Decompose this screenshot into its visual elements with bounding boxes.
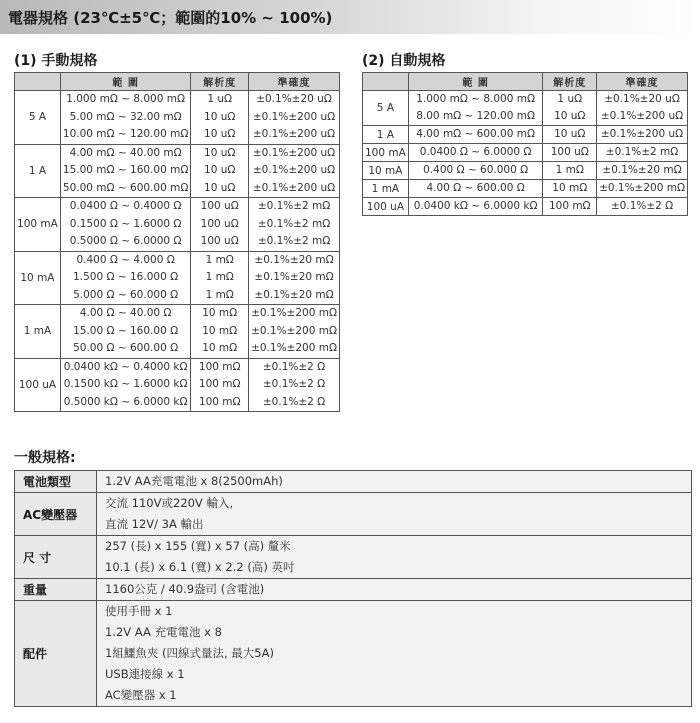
accuracy-cell [597, 144, 688, 162]
resolution-value: 100 uΩ [200, 200, 239, 212]
column-header: 準確度 [597, 73, 688, 91]
current-label: 10 mA [363, 162, 409, 180]
current-label: 1 A [363, 126, 409, 144]
ranges-value: 15.00 mΩ ~ 160.00 mΩ [62, 164, 189, 176]
resolution-value: 10 mΩ [202, 324, 238, 337]
resolution-value: 10 mΩ [202, 342, 238, 354]
current-label: 1 mA [363, 180, 409, 198]
accuracy-cell [597, 91, 688, 126]
current-label: 5 A [15, 91, 61, 145]
column-header: 解析度 [191, 73, 249, 91]
manual-spec-title: (1) 手動規格 [14, 53, 98, 69]
resolution-value: 100 mΩ [548, 200, 591, 212]
accuracy-value: ±0.1%±200 uΩ [252, 164, 336, 176]
ranges-cell [60, 358, 190, 412]
table-row [363, 91, 688, 126]
ranges-value: 8.00 mΩ ~ 120.00 mΩ [416, 110, 536, 122]
ranges-value: 0.5000 Ω ~ 6.0000 Ω [69, 235, 182, 247]
resolution-value: 100 mΩ [198, 360, 241, 373]
ranges-value: 10.00 mΩ ~ 120.00 mΩ [62, 128, 189, 140]
accuracy-value: ±0.1%±20 mΩ [602, 164, 682, 176]
general-label: 配件 [15, 601, 97, 707]
accuracy-value: ±0.1%±2 Ω [262, 360, 326, 373]
current-label: 100 uA [15, 358, 61, 412]
general-label: AC變壓器 [15, 493, 97, 536]
resolution-cell [191, 91, 249, 145]
ranges-value: 50.00 Ω ~ 600.00 Ω [73, 342, 179, 354]
accuracy-value: ±0.1%±2 Ω [262, 395, 326, 408]
current-label: 100 mA [363, 144, 409, 162]
resolution-value: 10 uΩ [204, 128, 236, 140]
ranges-cell [60, 305, 190, 359]
auto-spec-title: (2) 自動規格 [362, 53, 446, 69]
resolution-cell [543, 180, 597, 198]
resolution-value: 100 mΩ [198, 395, 241, 408]
general-label: 電池類型 [15, 471, 97, 493]
accuracy-cell [597, 126, 688, 144]
current-label: 5 A [363, 91, 409, 126]
resolution-value: 100 uΩ [550, 146, 589, 158]
resolution-cell [543, 162, 597, 180]
current-label: 1 A [15, 144, 61, 198]
general-line: 257 (長) x 155 (寬) x 57 (高) 釐米 [105, 539, 291, 553]
general-row [15, 536, 692, 579]
table-row [363, 198, 688, 216]
general-label: 尺 寸 [15, 536, 97, 579]
header-row [15, 73, 340, 91]
current-label: 10 mA [15, 251, 61, 305]
accuracy-value: ±0.1%±200 mΩ [251, 324, 337, 337]
page-title: 電器規格 (23℃±5℃；範圍的10% ~ 100%) [8, 9, 333, 27]
ranges-cell [60, 144, 190, 198]
ranges-value: 0.400 Ω ~ 60.000 Ω [423, 164, 529, 176]
general-line: 1.2V AA充電電池 x 8(2500mAh) [105, 474, 283, 488]
header-bar [0, 0, 700, 34]
ranges-value: 0.1500 Ω ~ 1.6000 Ω [69, 217, 182, 230]
accuracy-cell [249, 251, 340, 305]
resolution-value: 10 uΩ [204, 110, 236, 123]
accuracy-cell [249, 144, 340, 198]
accuracy-cell [597, 198, 688, 216]
header-row [363, 73, 688, 91]
resolution-value: 1 mΩ [555, 164, 584, 176]
accuracy-value: ±0.1%±200 mΩ [599, 182, 685, 194]
accuracy-value: ±0.1%±2 mΩ [257, 200, 331, 212]
resolution-cell [191, 198, 249, 252]
table-row [15, 91, 340, 145]
resolution-value: 1 uΩ [557, 93, 583, 105]
resolution-cell [191, 358, 249, 412]
column-header-current [15, 73, 61, 91]
general-spec-title: 一般規格: [14, 450, 76, 466]
table-row [363, 126, 688, 144]
resolution-value: 10 uΩ [204, 146, 236, 159]
resolution-value: 10 mΩ [552, 182, 588, 194]
ranges-value: 4.00 mΩ ~ 40.00 mΩ [69, 146, 182, 159]
general-row [15, 601, 692, 707]
general-row [15, 471, 692, 493]
resolution-cell [543, 91, 597, 126]
resolution-value: 100 mΩ [198, 378, 241, 390]
accuracy-value: ±0.1%±2 mΩ [257, 235, 331, 247]
ranges-value: 0.0400 Ω ~ 6.0000 Ω [419, 146, 532, 158]
table-row [15, 251, 340, 305]
accuracy-value: ±0.1%±2 mΩ [257, 217, 331, 230]
resolution-value: 10 uΩ [204, 181, 236, 194]
accuracy-value: ±0.1%±2 Ω [262, 378, 326, 390]
resolution-cell [191, 144, 249, 198]
accuracy-value: ±0.1%±200 uΩ [252, 181, 336, 194]
accuracy-value: ±0.1%±20 mΩ [254, 288, 334, 301]
ranges-value: 50.00 mΩ ~ 600.00 mΩ [62, 181, 189, 194]
resolution-cell [543, 198, 597, 216]
general-value [97, 579, 692, 601]
resolution-cell [191, 305, 249, 359]
accuracy-value: ±0.1%±200 uΩ [252, 110, 336, 123]
ranges-value: 1.000 mΩ ~ 8.000 mΩ [416, 93, 536, 105]
accuracy-value: ±0.1%±200 uΩ [600, 110, 684, 122]
column-header: 解析度 [543, 73, 597, 91]
general-line: USB連接線 x 1 [105, 667, 185, 681]
general-line: 使用手冊 x 1 [105, 604, 173, 618]
table-row [15, 305, 340, 359]
column-header: 範 圍 [408, 73, 543, 91]
accuracy-cell [249, 91, 340, 145]
ranges-cell [408, 126, 543, 144]
general-spec-table [14, 470, 692, 707]
ranges-value: 0.0400 kΩ ~ 6.0000 kΩ [413, 200, 538, 212]
ranges-value: 1.000 mΩ ~ 8.000 mΩ [66, 93, 185, 105]
ranges-cell [408, 162, 543, 180]
ranges-value: 0.1500 kΩ ~ 1.6000 kΩ [63, 378, 188, 390]
general-line: 1160公克 / 40.9盎司 (含電池) [105, 582, 265, 596]
accuracy-value: ±0.1%±20 mΩ [254, 271, 334, 283]
table-row [363, 180, 688, 198]
general-row [15, 579, 692, 601]
accuracy-value: ±0.1%±2 mΩ [605, 146, 679, 158]
ranges-value: 0.5000 kΩ ~ 6.0000 kΩ [63, 395, 188, 408]
accuracy-value: ±0.1%±20 uΩ [256, 93, 332, 105]
resolution-value: 1 mΩ [205, 288, 234, 301]
general-line: 1.2V AA 充電電池 x 8 [105, 625, 222, 639]
ranges-cell [60, 251, 190, 305]
general-value [97, 493, 692, 536]
accuracy-cell [597, 162, 688, 180]
column-header: 範 圍 [60, 73, 190, 91]
current-label: 1 mA [15, 305, 61, 359]
resolution-value: 10 uΩ [554, 110, 586, 122]
ranges-cell [408, 91, 543, 126]
general-line: 直流 12V/ 3A 輸出 [105, 517, 204, 531]
general-line: 1組鱷魚夾 (四線式量法, 最大5A) [105, 646, 274, 660]
accuracy-value: ±0.1%±200 uΩ [252, 128, 336, 140]
ranges-value: 0.0400 kΩ ~ 0.4000 kΩ [63, 360, 188, 373]
ranges-value: 5.000 Ω ~ 60.000 Ω [73, 288, 179, 301]
resolution-value: 10 uΩ [554, 128, 586, 140]
accuracy-value: ±0.1%±200 uΩ [252, 146, 336, 159]
table-row [363, 144, 688, 162]
resolution-value: 100 uΩ [200, 235, 239, 247]
accuracy-cell [249, 198, 340, 252]
ranges-value: 0.0400 Ω ~ 0.4000 Ω [69, 200, 182, 212]
ranges-value: 4.00 mΩ ~ 600.00 mΩ [416, 128, 536, 140]
general-value [97, 536, 692, 579]
resolution-cell [543, 126, 597, 144]
general-label: 重量 [15, 579, 97, 601]
accuracy-cell [597, 180, 688, 198]
ranges-cell [408, 144, 543, 162]
ranges-value: 4.00 Ω ~ 600.00 Ω [426, 182, 525, 194]
accuracy-value: ±0.1%±20 mΩ [254, 253, 334, 266]
general-value [97, 601, 692, 707]
auto-spec-table [362, 72, 688, 216]
ranges-cell [60, 91, 190, 145]
accuracy-cell [249, 358, 340, 412]
resolution-value: 1 mΩ [205, 253, 234, 266]
ranges-value: 1.500 Ω ~ 16.000 Ω [73, 271, 179, 283]
accuracy-cell [249, 305, 340, 359]
ranges-value: 0.400 Ω ~ 4.000 Ω [76, 253, 175, 266]
column-header: 準確度 [249, 73, 340, 91]
ranges-cell [408, 180, 543, 198]
table-row [15, 144, 340, 198]
ranges-cell [60, 198, 190, 252]
table-row [15, 198, 340, 252]
column-header-current [363, 73, 409, 91]
resolution-cell [191, 251, 249, 305]
table-row [363, 162, 688, 180]
general-value [97, 471, 692, 493]
accuracy-value: ±0.1%±2 Ω [610, 200, 674, 212]
general-line: 10.1 (長) x 6.1 (寬) x 2.2 (高) 英吋 [105, 560, 295, 574]
resolution-cell [543, 144, 597, 162]
resolution-value: 1 mΩ [205, 271, 234, 283]
table-row [15, 358, 340, 412]
resolution-value: 1 uΩ [207, 93, 233, 105]
general-line: AC變壓器 x 1 [105, 688, 177, 702]
resolution-value: 100 uΩ [200, 217, 239, 230]
ranges-value: 5.00 mΩ ~ 32.00 mΩ [69, 110, 182, 123]
current-label: 100 mA [15, 198, 61, 252]
resolution-value: 10 mΩ [202, 307, 238, 319]
accuracy-value: ±0.1%±200 mΩ [251, 307, 337, 319]
ranges-value: 15.00 Ω ~ 160.00 Ω [73, 324, 179, 337]
accuracy-value: ±0.1%±200 uΩ [600, 128, 684, 140]
resolution-value: 10 uΩ [204, 164, 236, 176]
manual-spec-table [14, 72, 340, 412]
accuracy-value: ±0.1%±200 mΩ [251, 342, 337, 354]
current-label: 100 uA [363, 198, 409, 216]
ranges-value: 4.00 Ω ~ 40.00 Ω [79, 307, 172, 319]
general-row [15, 493, 692, 536]
general-line: 交流 110V或220V 輸入, [105, 496, 234, 510]
accuracy-value: ±0.1%±20 uΩ [604, 93, 680, 105]
ranges-cell [408, 198, 543, 216]
